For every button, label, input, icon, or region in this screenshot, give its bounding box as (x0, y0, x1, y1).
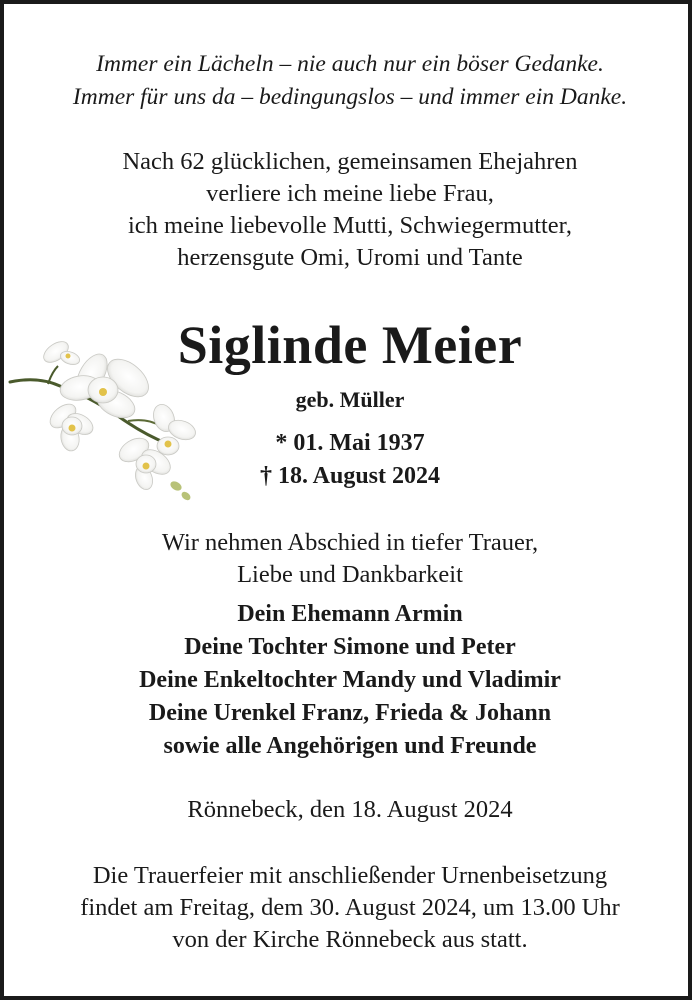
memorial-quote (4, 48, 692, 114)
birth-date: * 01. Mai 1937 (275, 430, 425, 456)
maiden-name: geb. Müller (295, 387, 405, 412)
quote-line: Immer für uns da – bedingungslos – und immer ein Danke. (72, 84, 628, 110)
life-dates (4, 427, 692, 493)
mourner-line: Deine Urenkel Franz, Frieda & Johann (148, 700, 552, 726)
intro-line: Nach 62 glücklichen, gemeinsamen Ehejahren (122, 148, 578, 175)
mourner-line: Dein Ehemann Armin (237, 601, 463, 627)
deceased-name: Siglinde Meier (177, 315, 523, 375)
service-line: findet am Freitag, dem 30. August 2024, um 13.00 Uhr (80, 894, 620, 921)
farewell-line: Wir nehmen Abschied in tiefer Trauer, (161, 529, 539, 556)
farewell-line: Liebe und Dankbarkeit (237, 561, 463, 588)
mourners-list (4, 598, 692, 763)
death-date: † 18. August 2024 (259, 463, 441, 489)
service-line: von der Kirche Rönnebeck aus statt. (172, 926, 528, 953)
service-line: Die Trauerfeier mit anschließender Urnenbeisetzung (92, 862, 608, 889)
mourner-line: Deine Tochter Simone und Peter (184, 634, 516, 660)
intro-line: ich meine liebevolle Mutti, Schwiegermutter, (128, 212, 572, 239)
intro-text (4, 146, 692, 274)
mourner-line: sowie alle Angehörigen und Freunde (163, 733, 537, 759)
place-date: Rönnebeck, den 18. August 2024 (187, 796, 513, 823)
mourner-line: Deine Enkeltochter Mandy und Vladimir (139, 667, 561, 693)
farewell-text (4, 527, 692, 591)
quote-line: Immer ein Lächeln – nie auch nur ein böser Gedanke. (96, 51, 604, 77)
funeral-service-info (4, 860, 692, 956)
intro-line: herzensgute Omi, Uromi und Tante (177, 244, 523, 271)
intro-line: verliere ich meine liebe Frau, (206, 180, 494, 207)
